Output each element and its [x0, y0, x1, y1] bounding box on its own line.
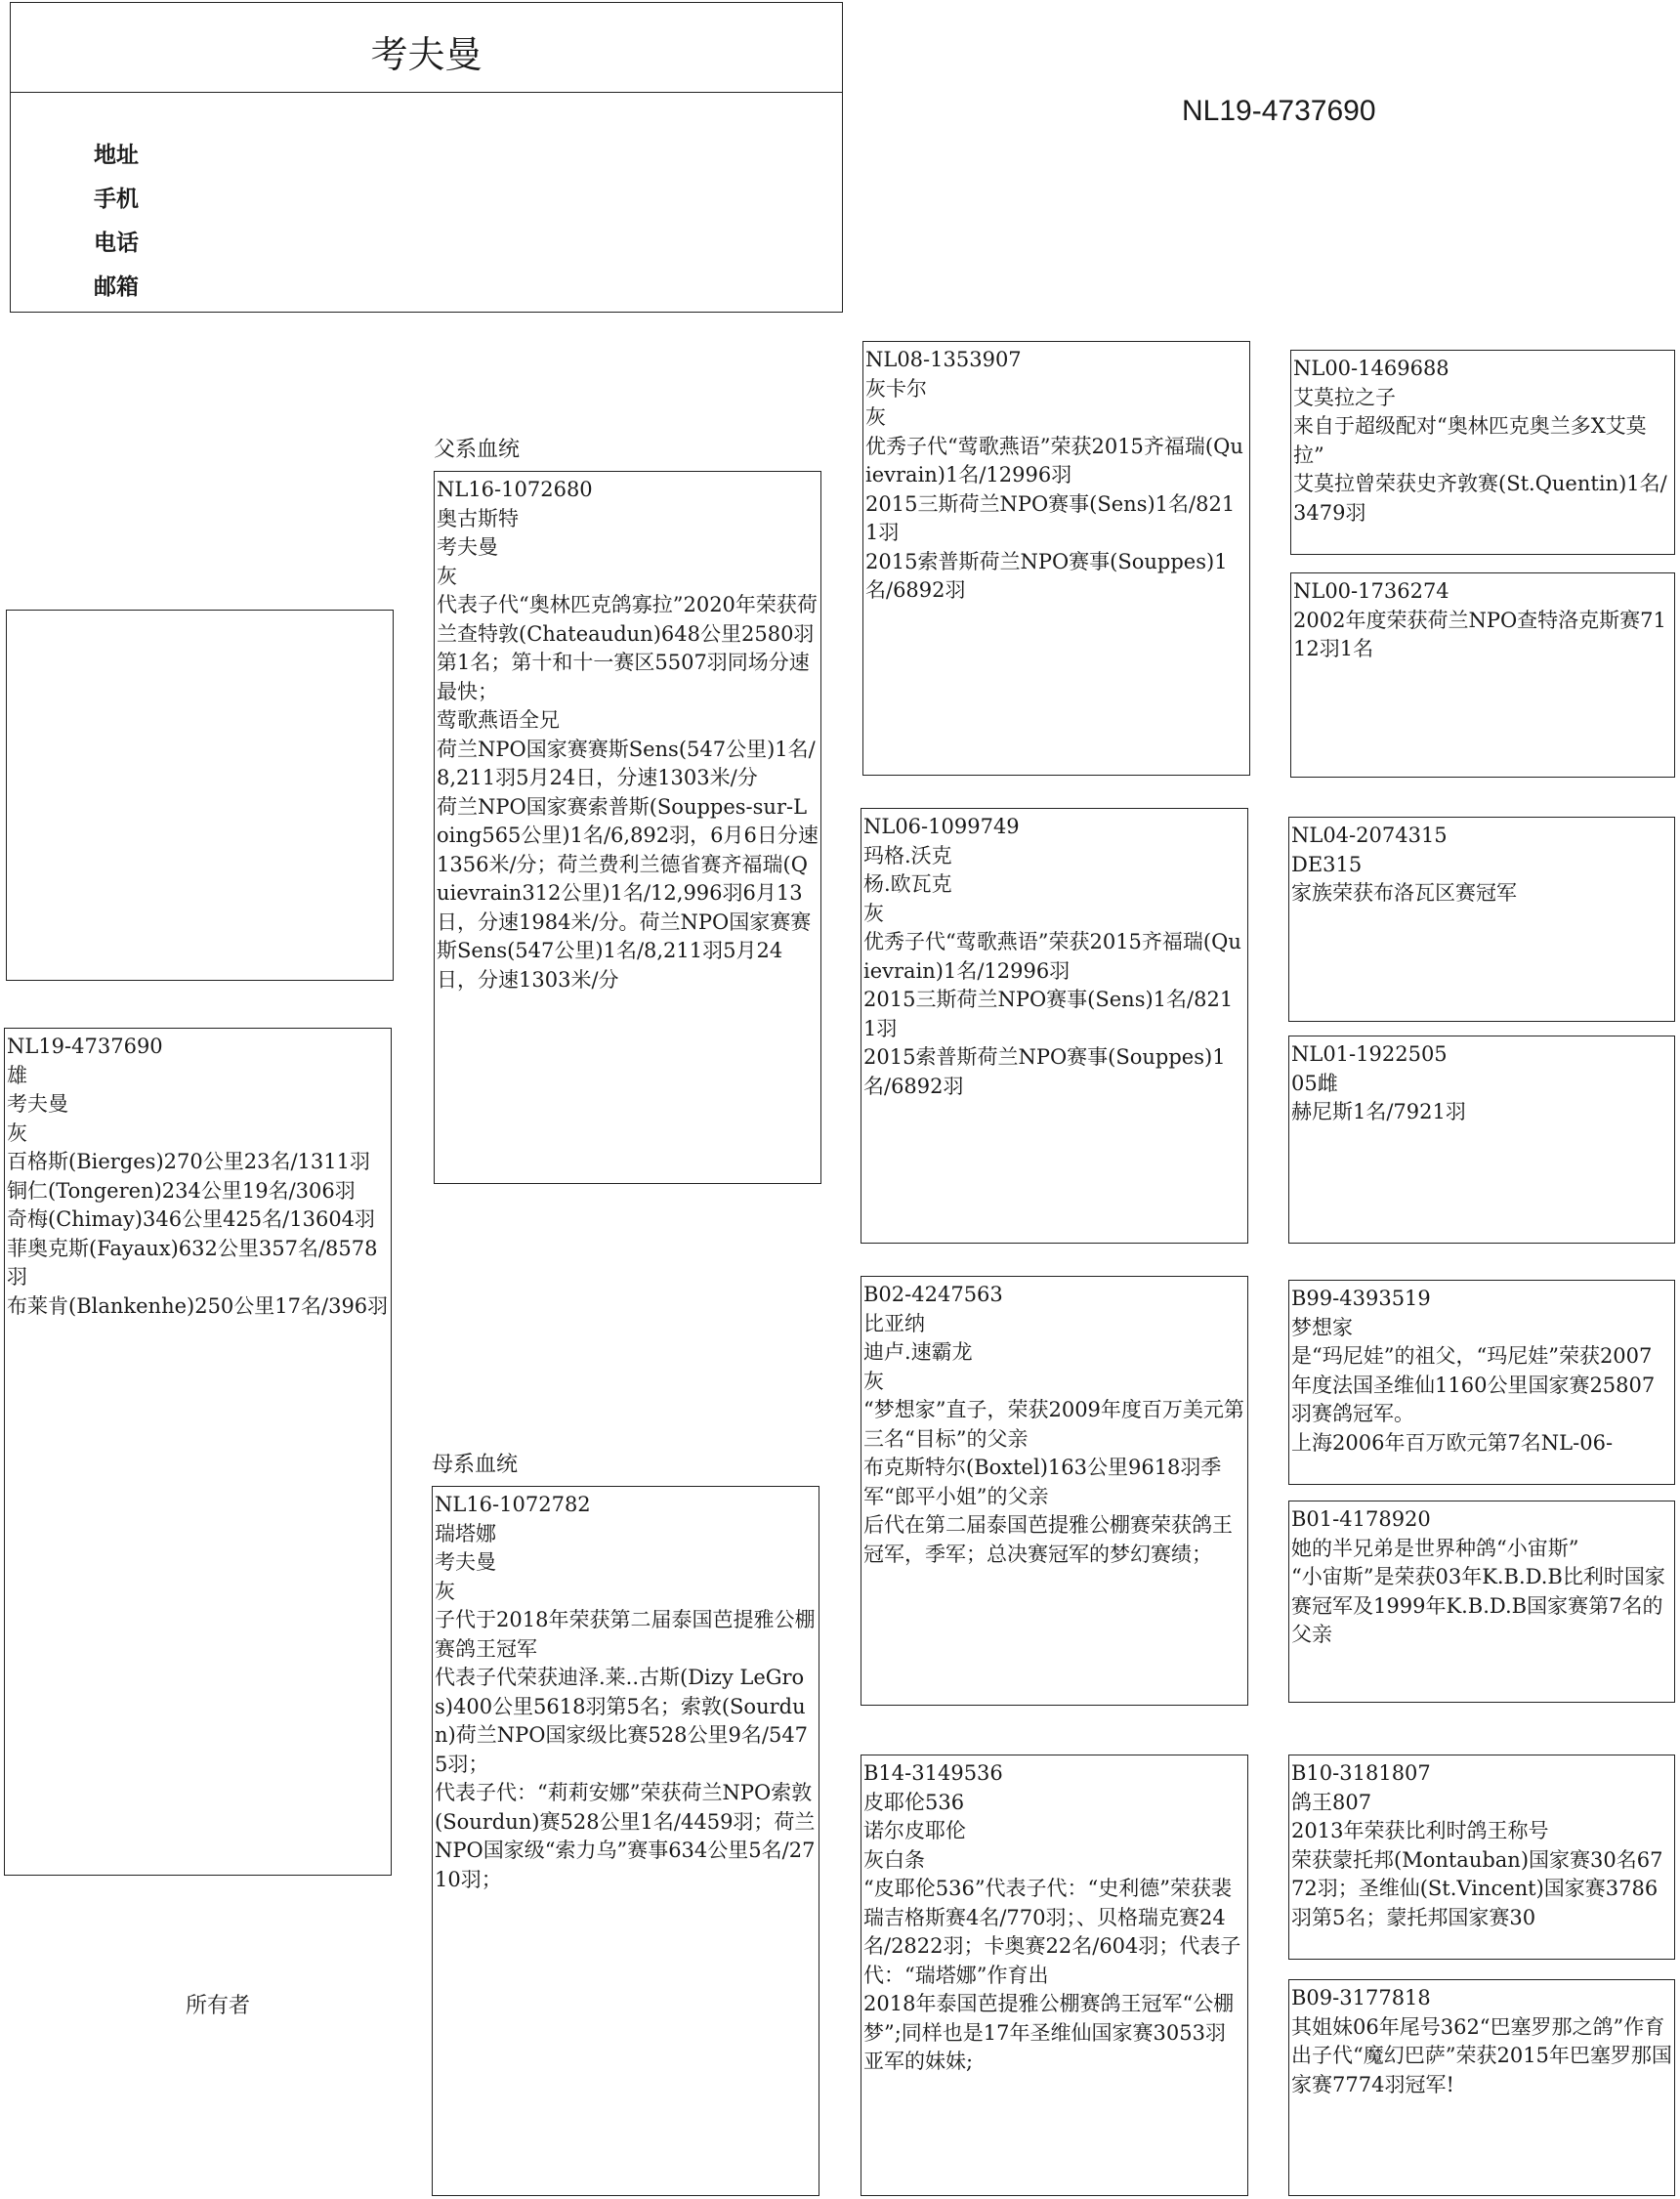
father-line: NL16-1072680 [437, 478, 593, 501]
main-ring-number: NL19-4737690 [1182, 95, 1376, 127]
subject-line: 灰 [7, 1121, 27, 1145]
ff-line: 2015索普斯荷兰NPO赛事(Souppes)1名/6892羽 [865, 549, 1228, 602]
mother-line: 代表子代荣获迪泽.莱..古斯(Dizy LeGros)400公里5618羽第5名；索敦(Sourdun)荷兰NPO国家级比赛528公里9名/5475羽； [435, 1666, 809, 1776]
father-line: 莺歌燕语全兄 [437, 708, 560, 732]
ff-line: 2015三斯荷兰NPO赛事(Sens)1名/8211羽 [865, 491, 1236, 544]
fm-dam-box [1288, 1036, 1675, 1244]
subject-line: NL19-4737690 [7, 1035, 163, 1058]
fmm-lines [1291, 1040, 1672, 1127]
mm-sire-box [1288, 1755, 1675, 1960]
contact-label-address: 地址 [94, 143, 139, 168]
fm-line: 玛格.沃克 [863, 843, 952, 867]
mf-line: 布克斯特尔(Boxtel)163公里9618羽季军“郎平小姐”的父亲 [863, 1456, 1222, 1508]
paternal-line-label: 父系血统 [434, 438, 521, 462]
mmf-line: 鸽王807 [1291, 1790, 1372, 1814]
mmf-line: 荣获蒙托邦(Montauban)国家赛30名6772羽；圣维仙(St.Vincent)国家赛3786羽第5名；蒙托邦国家赛30 [1291, 1847, 1663, 1929]
ffm-lines [1293, 577, 1672, 664]
mother-lines [435, 1491, 817, 1894]
fm-lines [863, 813, 1245, 1101]
fff-line: 来自于超级配对“奥林匹克奥兰多X艾莫拉” [1293, 414, 1647, 467]
subject-line: 百格斯(Bierges)270公里23名/1311羽 [7, 1150, 370, 1173]
contact-label-email: 邮箱 [94, 275, 139, 300]
subject-line: 菲奥克斯(Fayaux)632公里357名/8578羽 [7, 1236, 378, 1289]
mf-line: “梦想家”直子，荣获2009年度百万美元第三名“目标”的父亲 [863, 1398, 1244, 1451]
mmf-line: B10-3181807 [1291, 1761, 1431, 1785]
mf-line: B02-4247563 [863, 1283, 1003, 1306]
fmm-line: 05雌 [1291, 1071, 1338, 1095]
fff-line: 艾莫拉之子 [1293, 385, 1396, 409]
owner-label: 所有者 [186, 1994, 251, 2018]
fm-line: 2015三斯荷兰NPO赛事(Sens)1名/8211羽 [863, 988, 1234, 1040]
mm-line: “皮耶伦536”代表子代：“史利德”荣获裴瑞吉格斯赛4名/770羽；、贝格瑞克赛24名/2822羽；卡奥赛22名/604羽；代表子代：“瑞塔娜”作育出 [863, 1877, 1241, 1987]
ff-lines [865, 346, 1247, 606]
fmf-lines [1291, 822, 1672, 909]
mm-line: 灰白条 [863, 1847, 925, 1872]
ff-line: 灰 [865, 405, 886, 429]
fff-line: NL00-1469688 [1293, 357, 1449, 380]
ff-dam-box [1290, 572, 1675, 778]
maternal-line-label: 母系血统 [432, 1453, 519, 1477]
mm-line: 2018年泰国芭提雅公棚赛鸽王冠军“公棚梦”;同样也是17年圣维仙国家赛3053羽亚军的妹妹; [863, 1992, 1235, 2073]
fmf-line: NL04-2074315 [1291, 824, 1448, 847]
pigeon-photo-placeholder [6, 610, 394, 981]
ff-line: 灰卡尔 [865, 376, 927, 401]
mfm-line: “小宙斯”是荣获03年K.B.D.B比利时国家赛冠军及1999年K.B.D.B国家赛第7名的父亲 [1291, 1565, 1665, 1646]
paternal-grandfather-box [862, 341, 1250, 776]
mother-line: 考夫曼 [435, 1550, 496, 1574]
father-lines [437, 476, 819, 994]
mfm-lines [1291, 1505, 1672, 1650]
ff-line: 优秀子代“莺歌燕语”荣获2015齐福瑞(Quievrain)1名/12996羽 [865, 434, 1243, 486]
fmf-line: 家族荣获布洛瓦区赛冠军 [1291, 881, 1517, 905]
maternal-grandmother-box [861, 1755, 1248, 2196]
subject-pigeon-box [4, 1028, 392, 1876]
father-line: 奥古斯特 [437, 506, 519, 530]
subject-line: 考夫曼 [7, 1092, 68, 1116]
father-box [434, 471, 821, 1184]
fm-line: 2015索普斯荷兰NPO赛事(Souppes)1名/6892羽 [863, 1045, 1226, 1098]
mother-line: 代表子代：“莉莉安娜”荣获荷兰NPO索敦(Sourdun)赛528公里1名/4459羽；荷兰NPO国家级“索力乌”赛事634公里5名/2710羽； [435, 1781, 816, 1891]
mother-line: NL16-1072782 [435, 1493, 591, 1516]
fmm-line: NL01-1922505 [1291, 1042, 1448, 1066]
header-box [10, 2, 843, 313]
mm-lines [863, 1759, 1245, 2077]
mf-lines [863, 1281, 1245, 1569]
mff-line: 是“玛尼娃”的祖父，“玛尼娃”荣获2007年度法国圣维仙1160公里国家赛25807羽赛鸽冠军。 [1291, 1344, 1656, 1425]
subject-line: 雄 [7, 1063, 27, 1087]
mmf-line: 2013年荣获比利时鸽王称号 [1291, 1819, 1549, 1842]
fm-line: 优秀子代“莺歌燕语”荣获2015齐福瑞(Quievrain)1名/12996羽 [863, 930, 1241, 983]
fff-lines [1293, 355, 1672, 528]
mmm-lines [1291, 1984, 1672, 2099]
mother-line: 灰 [435, 1579, 455, 1603]
mfm-line: 她的半兄弟是世界种鸽“小宙斯” [1291, 1536, 1579, 1560]
mmm-line: 其姐妹06年尾号362“巴塞罗那之鸽”作育出子代“魔幻巴萨”荣获2015年巴塞罗那国家赛7774羽冠军! [1291, 2014, 1672, 2096]
mother-box [432, 1486, 819, 2196]
mff-lines [1291, 1285, 1672, 1458]
mm-line: 皮耶伦536 [863, 1790, 965, 1814]
ff-sire-box [1290, 350, 1675, 555]
father-line: 考夫曼 [437, 535, 498, 559]
contact-label-phone: 电话 [94, 231, 139, 256]
mmf-lines [1291, 1759, 1672, 1932]
mf-sire-box [1288, 1280, 1675, 1485]
fmm-line: 赫尼斯1名/7921羽 [1291, 1100, 1466, 1123]
ff-line: NL08-1353907 [865, 348, 1022, 371]
fmf-line: DE315 [1291, 852, 1363, 876]
father-line: 荷兰NPO国家赛赛斯Sens(547公里)1名/8,211羽5月24日，分速1303米/分 [437, 737, 816, 789]
fff-line: 艾莫拉曾荣获史齐敦赛(St.Quentin)1名/3479羽 [1293, 472, 1667, 525]
mmm-line: B09-3177818 [1291, 1986, 1431, 2009]
father-line: 荷兰NPO国家赛索普斯(Souppes-sur-Loing565公里)1名/6,892羽，6月6日分速1356米/分；荷兰费利兰德省赛齐福瑞(Quievrain312公里)1名/12,996羽6月13日，分速1984米/分。荷兰NPO国家赛赛斯Sens(547公里)1名/8,211羽5月24日，分速1303米/分 [437, 794, 819, 992]
mother-line: 瑞塔娜 [435, 1521, 496, 1545]
mf-line: 后代在第二届泰国芭提雅公棚赛荣获鸽王冠军，季军；总决赛冠军的梦幻赛绩； [863, 1513, 1233, 1566]
mff-line: B99-4393519 [1291, 1287, 1431, 1310]
mff-line: 上海2006年百万欧元第7名NL-06- [1291, 1430, 1614, 1455]
subject-line: 布莱肯(Blankenhe)250公里17名/396羽 [7, 1293, 389, 1318]
mfm-line: B01-4178920 [1291, 1507, 1431, 1531]
mff-line: 梦想家 [1291, 1315, 1353, 1339]
subject-line: 奇梅(Chimay)346公里425名/13604羽 [7, 1207, 376, 1231]
mm-line: B14-3149536 [863, 1761, 1003, 1785]
father-line: 代表子代“奥林匹克鸽寡拉”2020年荣获荷兰查特敦(Chateaudun)648公里2580羽第1名；第十和十一赛区5507羽同场分速最快； [437, 593, 818, 703]
mother-line: 子代于2018年荣获第二届泰国芭提雅公棚赛鸽王冠军 [435, 1608, 816, 1661]
ffm-line: NL00-1736274 [1293, 579, 1449, 603]
owner-name-title: 考夫曼 [370, 33, 483, 76]
mf-line: 迪卢.速霸龙 [863, 1340, 973, 1364]
fm-sire-box [1288, 817, 1675, 1022]
mf-line: 灰 [863, 1369, 884, 1393]
contact-label-mobile: 手机 [94, 187, 139, 212]
paternal-grandmother-box [861, 808, 1248, 1244]
header-divider [11, 92, 842, 93]
father-line: 灰 [437, 564, 457, 588]
mf-line: 比亚纳 [863, 1311, 925, 1335]
fm-line: 杨.欧瓦克 [863, 872, 952, 896]
subject-lines [7, 1033, 389, 1321]
mf-dam-box [1288, 1501, 1675, 1703]
fm-line: 灰 [863, 901, 884, 925]
subject-line: 铜仁(Tongeren)234公里19名/306羽 [7, 1178, 356, 1203]
mm-line: 诺尔皮耶伦 [863, 1819, 966, 1842]
fm-line: NL06-1099749 [863, 815, 1020, 838]
mm-dam-box [1288, 1979, 1675, 2196]
ffm-line: 2002年度荣获荷兰NPO查特洛克斯赛7112羽1名 [1293, 608, 1666, 660]
maternal-grandfather-box [861, 1276, 1248, 1706]
